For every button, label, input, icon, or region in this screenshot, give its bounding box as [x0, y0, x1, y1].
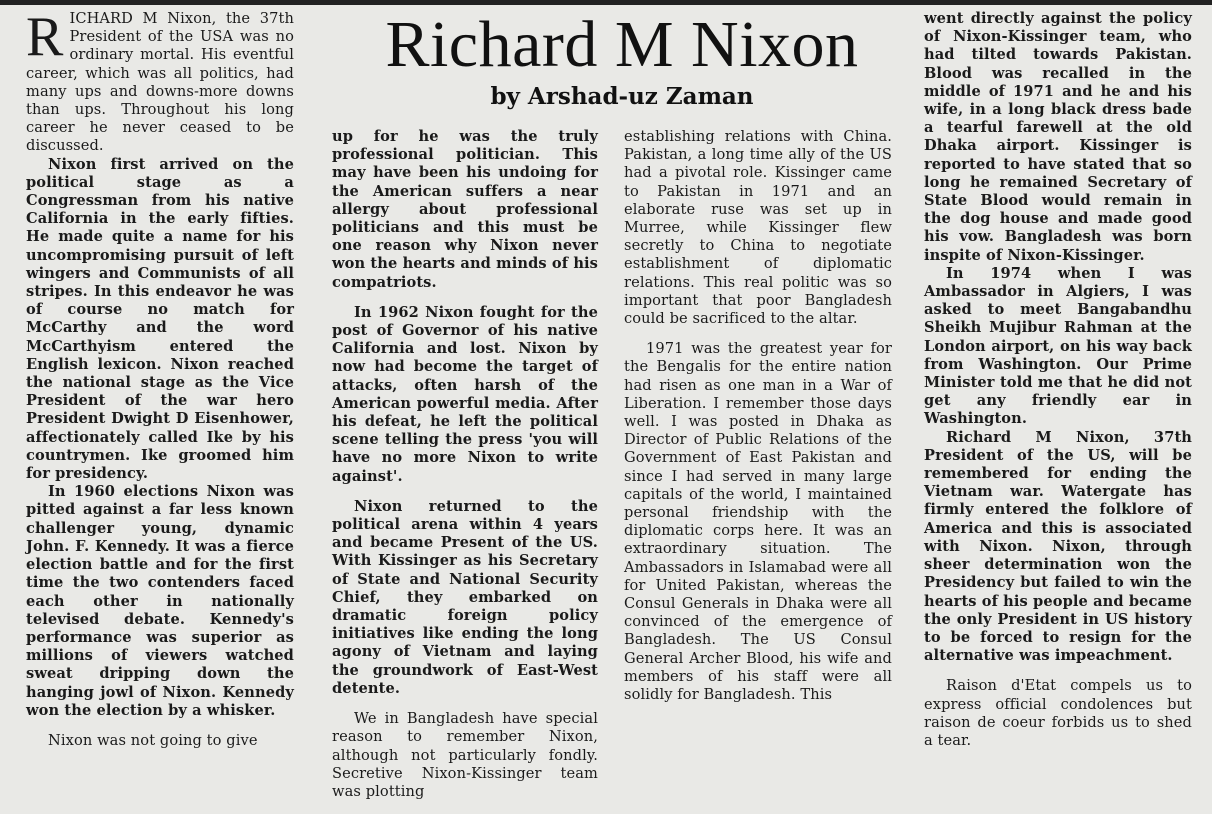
paragraph: In 1962 Nixon fought for the post of Governor of his native California and lost. Nixon by now had become the target of attacks, often harsh of the American powerful media. After his defeat, he left the political scene telling the press 'you will have no more Nixon to write against'.: [332, 303, 598, 485]
paragraph: Nixon first arrived on the political stage as a Congressman from his native California in the early fifties. He made quite a name for his uncompromising pursuit of left wingers and Communists of all stripes. In this endeavor he was of course no match for McCarthy and the word McCarthyism entered the English lexicon. Nixon reached the national stage as the Vice President of the war hero President Dwight D Eisenhower, affectionately called Ike by his countrymen. Ike groomed him for presidency.: [26, 155, 294, 483]
column-3: [624, 128, 892, 704]
column-4: [924, 10, 1192, 750]
paragraph: up for he was the truly professional politician. This may have been his undoing for the American suffers a near allergy about professional politicians and this must be one reason why Nixon never won the hearts and minds of his compatriots.: [332, 128, 598, 291]
column-1: [26, 6, 294, 750]
paragraph: went directly against the policy of Nixon-Kissinger team, who had tilted towards Pakistan. Blood was recalled in the middle of 1971 and he and his wife, in a long black dress bade a tearful farewell at the old Dhaka airport. Kissinger is reported to have stated that so long he remained Secretary of State Blood would remain in the dog house and made good his vow. Bangladesh was born inspite of Nixon-Kissinger.: [924, 10, 1192, 264]
headline: Richard M Nixon: [385, 8, 859, 81]
paragraph-intro-text: ICHARD M Nixon, the 37th President of the USA was no ordinary mortal. His eventful career, which was all politics, had many ups and downs-more downs than ups. Throughout his long career he never ceased to be discussed.: [26, 10, 294, 155]
paragraph: In 1960 elections Nixon was pitted against a far less known challenger young, dynamic John. F. Kennedy. It was a fierce election battle and for the first time the two contenders faced each other in nationally televised debate. Kennedy's performance was superior as millions of viewers watched sweat dripping down the hanging jowl of Nixon. Kennedy won the election by a whisker.: [26, 483, 294, 719]
drop-cap: R: [26, 6, 64, 68]
paragraph: Nixon returned to the political arena within 4 years and became Present of the US. With Kissinger as his Secretary of State and National Security Chief, they embarked on dramatic foreign policy initiatives like ending the long agony of Vietnam and laying the groundwork of East-West detente.: [332, 497, 598, 697]
paragraph: Nixon was not going to give: [48, 731, 258, 749]
column-2: [332, 128, 598, 801]
paragraph-intro: [26, 6, 294, 156]
byline: by Arshad-uz Zaman: [490, 83, 754, 110]
paragraph: Richard M Nixon, 37th President of the US, will be remembered for ending the Vietnam war. Watergate has firmly entered the folklore of America and this is associated with Nixon. Nixon, through sheer determination won the Presidency but failed to win the hearts of his people and became the only President in US history to be forced to resign for the alternative was impeachment.: [924, 428, 1192, 665]
paragraph: In 1974 when I was Ambassador in Algiers, I was asked to meet Bangabandhu Sheikh Mujibur Rahman at the London airport, on his way back from Washington. Our Prime Minister told me that he did not get any friendly ear in Washington.: [924, 264, 1192, 428]
paragraph: We in Bangladesh have special reason to remember Nixon, although not particularly fondly. Secretive Nixon-Kissinger team was plotting: [332, 710, 598, 800]
paragraph: establishing relations with China. Pakistan, a long time ally of the US had a pivotal role. Kissinger came to Pakistan in 1971 and an elaborate ruse was set up in Murree, while Kissinger flew secretly to China to negotiate establishment of diplomatic relations. This real politic was so important that poor Bangladesh could be sacrificed to the altar.: [624, 128, 892, 328]
paragraph: Raison d'Etat compels us to express official condolences but raison de coeur forbids us to shed a tear.: [924, 677, 1192, 749]
top-border: [0, 0, 1212, 5]
paragraph: 1971 was the greatest year for the Bengalis for the entire nation had risen as one man in a War of Liberation. I remember those days well. I was posted in Dhaka as Director of Public Relations of the Government of East Pakistan and since I had served in many large capitals of the world, I maintained personal friendship with the diplomatic corps here. It was an extraordinary situation. The Ambassadors in Islamabad were all for United Pakistan, whereas the Consul Generals in Dhaka were all convinced of the emergence of Bangladesh. The US Consul General Archer Blood, his wife and members of his staff were all solidly for Bangladesh. This: [624, 340, 892, 704]
